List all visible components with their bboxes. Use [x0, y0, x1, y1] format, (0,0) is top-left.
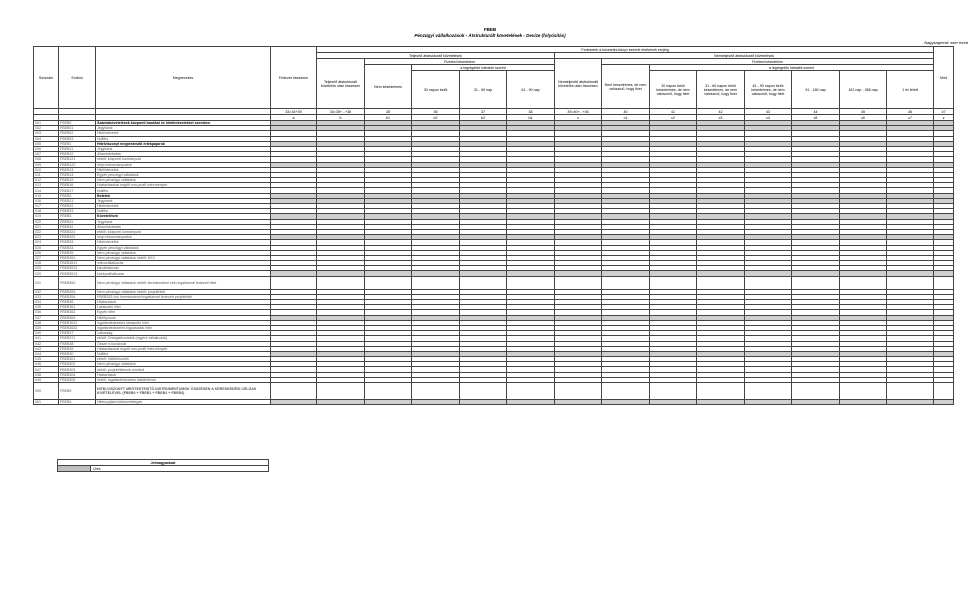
colnum-cell: 46 [887, 109, 934, 115]
row-sorszam: 011 [34, 172, 59, 177]
row-megnevezes: Háztartásokat segítő non-profit intézmények [96, 346, 271, 351]
row-sorszam: 042 [34, 341, 59, 346]
col-nem-utan: Nemteljesítő átstrukturált követelés után összesen [555, 59, 602, 109]
row-megnevezes: Hitelintézetek [96, 167, 271, 172]
row-sorkod: FBEB361 [59, 305, 96, 310]
row-megnevezes: Hiteltípusok [96, 315, 271, 320]
row-sorszam: 025 [34, 245, 59, 250]
data-cell[interactable] [840, 383, 887, 400]
row-sorszam: 035 [34, 305, 59, 310]
data-cell[interactable] [507, 400, 555, 405]
data-cell[interactable] [745, 400, 792, 405]
data-cell[interactable] [887, 276, 934, 289]
row-sorszam: 044 [34, 351, 59, 356]
colletter-cell: a [271, 115, 317, 121]
data-cell[interactable] [460, 276, 507, 289]
row-sorkod: FBEB32 [59, 224, 96, 229]
colletter-cell: c6 [840, 115, 887, 121]
row-sorszam: 031 [34, 276, 59, 289]
row-sorkod: FBEB352 [59, 276, 96, 289]
row-megnevezes: Jegybank [96, 198, 271, 203]
row-sorkod: FBEB12 [59, 152, 96, 157]
row-sorszam: 024 [34, 240, 59, 245]
row-megnevezes: Nem pénzügyi vállalatok [96, 178, 271, 183]
row-sorkod: FBEB13 [59, 167, 96, 172]
colletter-cell: c1 [602, 115, 650, 121]
colletter-cell: b2 [412, 115, 460, 121]
row-sorszam: 022 [34, 229, 59, 234]
data-cell[interactable] [460, 400, 507, 405]
table-row [34, 383, 954, 400]
row-sorkod: FBEB36 [59, 300, 96, 305]
row-sorkod: FBEB301 [59, 357, 96, 362]
col-30: 30 napon belül [412, 71, 460, 109]
row-sorszam: 033 [34, 294, 59, 299]
data-cell[interactable] [555, 383, 602, 400]
row-sorkod: FBEB38 [59, 341, 96, 346]
row-sorszam: 032 [34, 289, 59, 294]
row-megnevezes: Nem pénzügyi vállalatok ebből: KKV [96, 255, 271, 260]
row-sorszam: 009 [34, 162, 59, 167]
row-megnevezes: kisvállalkozás [96, 266, 271, 271]
data-cell[interactable] [317, 400, 365, 405]
row-sorkod: FBEB354 [59, 294, 96, 299]
row-sorszam: 023 [34, 235, 59, 240]
row-megnevezes: Nem pénzügyi vállalatok [96, 362, 271, 367]
row-sorkod: FBEB37 [59, 331, 96, 336]
row-sorkod: FBEB34 [59, 245, 96, 250]
row-sorszam: 051 [34, 400, 59, 405]
report-table [33, 46, 954, 405]
col-teljesito: Teljesítő átstrukturált követelések [317, 53, 555, 59]
row-sorkod: FBEB3511 [59, 261, 96, 266]
row-sorszam: 047 [34, 367, 59, 372]
row-megnevezes: Egyéb pénzügyi vállalatok [96, 172, 271, 177]
row-sorszam: 036 [34, 310, 59, 315]
col-fedezet-osszesen: Fedezet összesen [271, 47, 317, 109]
row-sorszam: 045 [34, 357, 59, 362]
row-sorszam: 015 [34, 193, 59, 198]
col-nemteljesito: Nemteljesítő átstrukturált követelések [555, 53, 934, 59]
row-sorkod: FBEB39 [59, 346, 96, 351]
data-cell[interactable] [365, 276, 412, 289]
colnum-cell: 43 [745, 109, 792, 115]
row-megnevezes: ebből: központi kormányzat [96, 229, 271, 234]
data-cell[interactable] [840, 400, 887, 405]
row-megnevezes: Jegybank [96, 219, 271, 224]
report-subtitle: Pénzügyi vállalkozások - Átstrukturált követelések - Devize (folyósítás) [414, 33, 566, 38]
row-sorkod: FBEB122 [59, 162, 96, 167]
col-sorkod: Sorkód [59, 47, 96, 109]
row-megnevezes: ebből: projekthitelnek minősül [96, 367, 271, 372]
row-sorszam: 005 [34, 141, 59, 146]
legend-title: Jelmagyarázat [58, 460, 269, 466]
row-sorszam: 039 [34, 325, 59, 330]
row-sorkod: FBEB121 [59, 157, 96, 162]
colletter-cell: z [934, 115, 954, 121]
row-megnevezes: ingatlanfedezetes fogyasztási hitel [96, 325, 271, 330]
row-sorszam: 017 [34, 204, 59, 209]
row-megnevezes: Nem pénzügyi vállalatok ebből: projekthitel [96, 289, 271, 294]
legend-item: Üres [91, 466, 269, 472]
row-sorkod: FBEB304 [59, 372, 96, 377]
data-cell[interactable] [365, 383, 412, 400]
row-sorkod: FBEB16 [59, 183, 96, 188]
col-31-60b: 31 - 60 napon belül késedelmes, de nem valószínű, hogy fizet [697, 71, 745, 109]
row-sorkod: FBEB35 [59, 250, 96, 255]
row-megnevezes: középvállalkozás [96, 271, 271, 276]
row-sorkod: FBEB15 [59, 178, 96, 183]
row-megnevezes: Lakosság [96, 331, 271, 336]
data-cell[interactable] [650, 383, 697, 400]
colnum-cell: 36 [412, 109, 460, 115]
row-sorszam: 026 [34, 250, 59, 255]
row-sorszam: 043 [34, 346, 59, 351]
row-megnevezes: Nem pénzügyi vállalatok [96, 250, 271, 255]
colletter-cell: b [317, 115, 365, 121]
report-code: FBEB [483, 27, 497, 32]
row-megnevezes: mikrovállalkozás [96, 261, 271, 266]
row-sorszam: 019 [34, 214, 59, 219]
row-sorkod: FBEB363 [59, 315, 96, 320]
colnum-cell: 47 [934, 109, 954, 115]
row-sorszam: 008 [34, 157, 59, 162]
row-sorkod: FBEB9 [59, 383, 96, 400]
data-cell[interactable] [317, 276, 365, 289]
colletter-cell: b1 [365, 115, 412, 121]
row-sorszam: 003 [34, 131, 59, 136]
row-sorszam: 040 [34, 331, 59, 336]
row-sorkod: FBEB2 [59, 193, 96, 198]
row-sorszam: 046 [34, 362, 59, 367]
row-sorkod: FBEB303 [59, 367, 96, 372]
data-cell[interactable] [745, 276, 792, 289]
col-fizetesi-keses-2: Fizetési késedelem [602, 59, 934, 65]
row-sorszam: 007 [34, 152, 59, 157]
table-row [34, 276, 954, 289]
colletter-cell: c3 [697, 115, 745, 121]
row-sorszam: 037 [34, 315, 59, 320]
row-sorkod: FBEB351 [59, 255, 96, 260]
row-sorkod: FBEB01 [59, 126, 96, 131]
row-megnevezes: ebből: központi kormányzat [96, 157, 271, 162]
row-sorkod: FBEB4 [59, 400, 96, 405]
data-cell[interactable] [934, 383, 954, 400]
row-sorszam: 010 [34, 167, 59, 172]
colletter-cell: b4 [507, 115, 555, 121]
legend-swatch [58, 466, 91, 472]
table-body [34, 121, 954, 405]
row-sorszam: 021 [34, 224, 59, 229]
row-sorkod: FBEB3513 [59, 271, 96, 276]
data-cell[interactable] [365, 400, 412, 405]
row-sorkod: FBEB3512 [59, 266, 96, 271]
col-megnevezes: Megnevezés [96, 47, 271, 109]
row-megnevezes: Háztartások [96, 300, 271, 305]
colnum-cell: 41 [650, 109, 697, 115]
row-megnevezes: Hitelintézetek [96, 240, 271, 245]
row-sorkod: FBEB353 [59, 289, 96, 294]
row-sorszam: 030 [34, 271, 59, 276]
row-sorkod: FBEB17 [59, 188, 96, 193]
row-sorkod: FBEB02 [59, 131, 96, 136]
row-megnevezes: helyi önkormányzatok [96, 162, 271, 167]
row-sorszam: 004 [34, 136, 59, 141]
row-megnevezes: Nullfbo [96, 209, 271, 214]
colnum-cell: 39=40+...+46 [555, 109, 602, 115]
row-megnevezes: Háztartásokat segítő non-profit intézmények [96, 183, 271, 188]
row-megnevezes: HITELVISZONYT MEGTESTESÍTŐ INSTRUMENTUMOK ÖSSZESEN A KERESKEDÉSI CÉLÚAK KIVÉTELÉVEL (FBEB0 + FBEB1 + FBEB2 + FBEB3) [96, 383, 271, 400]
row-megnevezes: Nullfbo [96, 188, 271, 193]
data-cell[interactable] [412, 276, 460, 289]
row-megnevezes: ingatlanfedezetes lakáscélú hitel [96, 320, 271, 325]
row-sorszam: 034 [34, 300, 59, 305]
row-sorszam: 014 [34, 188, 59, 193]
row-megnevezes: Hitelintézetek [96, 204, 271, 209]
legend [57, 459, 269, 472]
row-sorkod: FBEB362 [59, 310, 96, 315]
col-mod: Mód [934, 47, 954, 109]
table-row [34, 400, 954, 405]
row-megnevezes: Államháztartás [96, 224, 271, 229]
row-sorkod: FBEB322 [59, 235, 96, 240]
data-cell[interactable] [887, 383, 934, 400]
row-sorkod: FBEB3631 [59, 320, 96, 325]
row-sorkod: FBEB371 [59, 336, 96, 341]
row-megnevezes: Államháztartás [96, 152, 271, 157]
unit-label: Nagyságrend: ezer forint [924, 40, 968, 45]
row-sorszam: 050 [34, 383, 59, 400]
row-megnevezes: Követelések [96, 214, 271, 219]
data-cell[interactable] [840, 276, 887, 289]
colnum-cell: 37 [460, 109, 507, 115]
colnum-cell: 35 [365, 109, 412, 115]
col-tel-utan: Teljesítő átstrukturált követelés után összesen [317, 59, 365, 109]
colletter-cell: c7 [887, 115, 934, 121]
colletter-cell: c [555, 115, 602, 121]
row-megnevezes: Betétek [96, 193, 271, 198]
row-sorszam: 012 [34, 178, 59, 183]
data-cell[interactable] [792, 276, 840, 289]
colnum-cell: 40 [602, 109, 650, 115]
row-sorszam: 027 [34, 255, 59, 260]
row-sorszam: 006 [34, 146, 59, 151]
col-61-90b: 61 - 90 napon belül késedelmes, de nem valószínű, hogy fizet [745, 71, 792, 109]
row-sorkod: FBEB14 [59, 172, 96, 177]
row-megnevezes: Egyéb hitel [96, 310, 271, 315]
row-megnevezes: Egyéb pénzügyi vállalatok [96, 245, 271, 250]
data-cell[interactable] [697, 276, 745, 289]
col-31-60: 31 - 60 nap [460, 71, 507, 109]
row-megnevezes: helyi önkormányzatok [96, 235, 271, 240]
colnum-cell: 44 [792, 109, 840, 115]
data-cell[interactable] [271, 400, 317, 405]
col-sorszam: Sorszám [34, 47, 59, 109]
data-cell[interactable] [555, 400, 602, 405]
row-sorszam: 048 [34, 372, 59, 377]
colnum-cell: 42 [697, 109, 745, 115]
data-cell[interactable] [317, 383, 365, 400]
data-cell[interactable] [460, 383, 507, 400]
data-cell[interactable] [602, 276, 650, 289]
data-cell[interactable] [507, 383, 555, 400]
row-megnevezes: FBEB353-ból: kereskedelmi ingatlannal fedezett projekthitel [96, 294, 271, 299]
row-megnevezes: ebből: hitelintézetek [96, 357, 271, 362]
row-sorszam: 041 [34, 336, 59, 341]
col-1ev: 1 év felett [887, 71, 934, 109]
col-61-90: 61 - 90 nap [507, 71, 555, 109]
row-megnevezes: Számlakövetelések központi bankkal és hitelintézetekkel szemben [96, 121, 271, 126]
row-sorkod: FBEB321 [59, 229, 96, 234]
data-cell[interactable] [697, 383, 745, 400]
colnum-cell: 33=34+39 [271, 109, 317, 115]
col-91-180: 91 - 180 nap [792, 71, 840, 109]
row-sorkod: FBEB3 [59, 214, 96, 219]
data-cell[interactable] [271, 276, 317, 289]
data-cell[interactable] [412, 400, 460, 405]
colletter-cell: c4 [745, 115, 792, 121]
row-megnevezes: Hitelviszonyt megtestesítő értékpapírok [96, 141, 271, 146]
row-sorszam: 018 [34, 209, 59, 214]
data-cell[interactable] [650, 276, 697, 289]
data-cell[interactable] [650, 400, 697, 405]
row-megnevezes: Nullfbo [96, 351, 271, 356]
row-megnevezes: Össze e-kovácsok [96, 341, 271, 346]
row-sorkod: FBEB31 [59, 219, 96, 224]
col-fizetesi-keses: Fizetési késedelem [365, 59, 555, 65]
row-megnevezes: Hitelnyújtási kötelezettségek [96, 400, 271, 405]
colletter-cell: b3 [460, 115, 507, 121]
row-sorkod: FBEB0 [59, 121, 96, 126]
row-megnevezes: ebből: Önfoglalkoztatók (egyéni vállalkozók) [96, 336, 271, 341]
colnum-cell: 34=35+...+38 [317, 109, 365, 115]
row-sorkod: FBEB33 [59, 240, 96, 245]
row-sorkod: FBEB305 [59, 377, 96, 382]
colnum-cell: 38 [507, 109, 555, 115]
row-megnevezes: Jegybank [96, 126, 271, 131]
row-megnevezes: Hitelintézetek [96, 131, 271, 136]
data-cell[interactable] [271, 383, 317, 400]
row-sorszam: 028 [34, 261, 59, 266]
data-cell[interactable] [792, 400, 840, 405]
data-cell[interactable] [697, 400, 745, 405]
row-sorkod: FBEB30 [59, 351, 96, 356]
row-sorkod: FBEB1 [59, 141, 96, 146]
col-legregebbi: a legrégebbi hátralék szerint [412, 65, 555, 71]
row-sorszam: 049 [34, 377, 59, 382]
col-nk-valoszinu: Nem késedelmes, de nem valószínű, hogy fizet [602, 65, 650, 109]
row-sorszam: 029 [34, 266, 59, 271]
row-sorszam: 001 [34, 121, 59, 126]
row-sorszam: 013 [34, 183, 59, 188]
data-cell[interactable] [887, 400, 934, 405]
colletter-cell: c5 [792, 115, 840, 121]
col-group-top: Fedezetek a követelés könyv szerinti értékének erejéig [317, 47, 934, 53]
row-sorszam: 016 [34, 198, 59, 203]
col-legregebbi-2: a legrégebbi hátralék szerint [650, 65, 934, 71]
row-sorkod: FBEB302 [59, 362, 96, 367]
row-megnevezes: Háztartások [96, 372, 271, 377]
data-cell[interactable] [555, 276, 602, 289]
row-megnevezes: Lakáscélú hitel [96, 305, 271, 310]
data-cell[interactable] [507, 276, 555, 289]
row-sorszam: 002 [34, 126, 59, 131]
row-sorkod: FBEB11 [59, 146, 96, 151]
row-sorkod: FBEB03 [59, 136, 96, 141]
row-megnevezes: Nem pénzügyi vállalatok ebből: kereskedelmi célú ingatlannal fedezett hitel [96, 276, 271, 289]
colnum-cell: 45 [840, 109, 887, 115]
colletter-cell: c2 [650, 115, 697, 121]
data-cell[interactable] [792, 383, 840, 400]
row-megnevezes: Nullfbo [96, 136, 271, 141]
data-cell[interactable] [602, 400, 650, 405]
data-cell[interactable] [934, 276, 954, 289]
row-sorszam: 020 [34, 219, 59, 224]
data-cell[interactable] [745, 383, 792, 400]
row-sorszam: 038 [34, 320, 59, 325]
row-sorkod: FBEB3632 [59, 325, 96, 330]
row-megnevezes: Jegybank [96, 146, 271, 151]
col-30b: 30 napon belül késedelmes, de nem valószínű, hogy fizet [650, 71, 697, 109]
data-cell[interactable] [602, 383, 650, 400]
col-181-365: 181 nap - 365 nap [840, 71, 887, 109]
data-cell[interactable] [412, 383, 460, 400]
row-sorkod: FBEB22 [59, 204, 96, 209]
row-sorkod: FBEB23 [59, 209, 96, 214]
row-sorkod: FBEB21 [59, 198, 96, 203]
data-cell[interactable] [934, 400, 954, 405]
row-megnevezes: ebből: ingatlanfedezetes lakáshitelek [96, 377, 271, 382]
col-nem-kesedelmes: Nem késedelmes [365, 65, 412, 109]
